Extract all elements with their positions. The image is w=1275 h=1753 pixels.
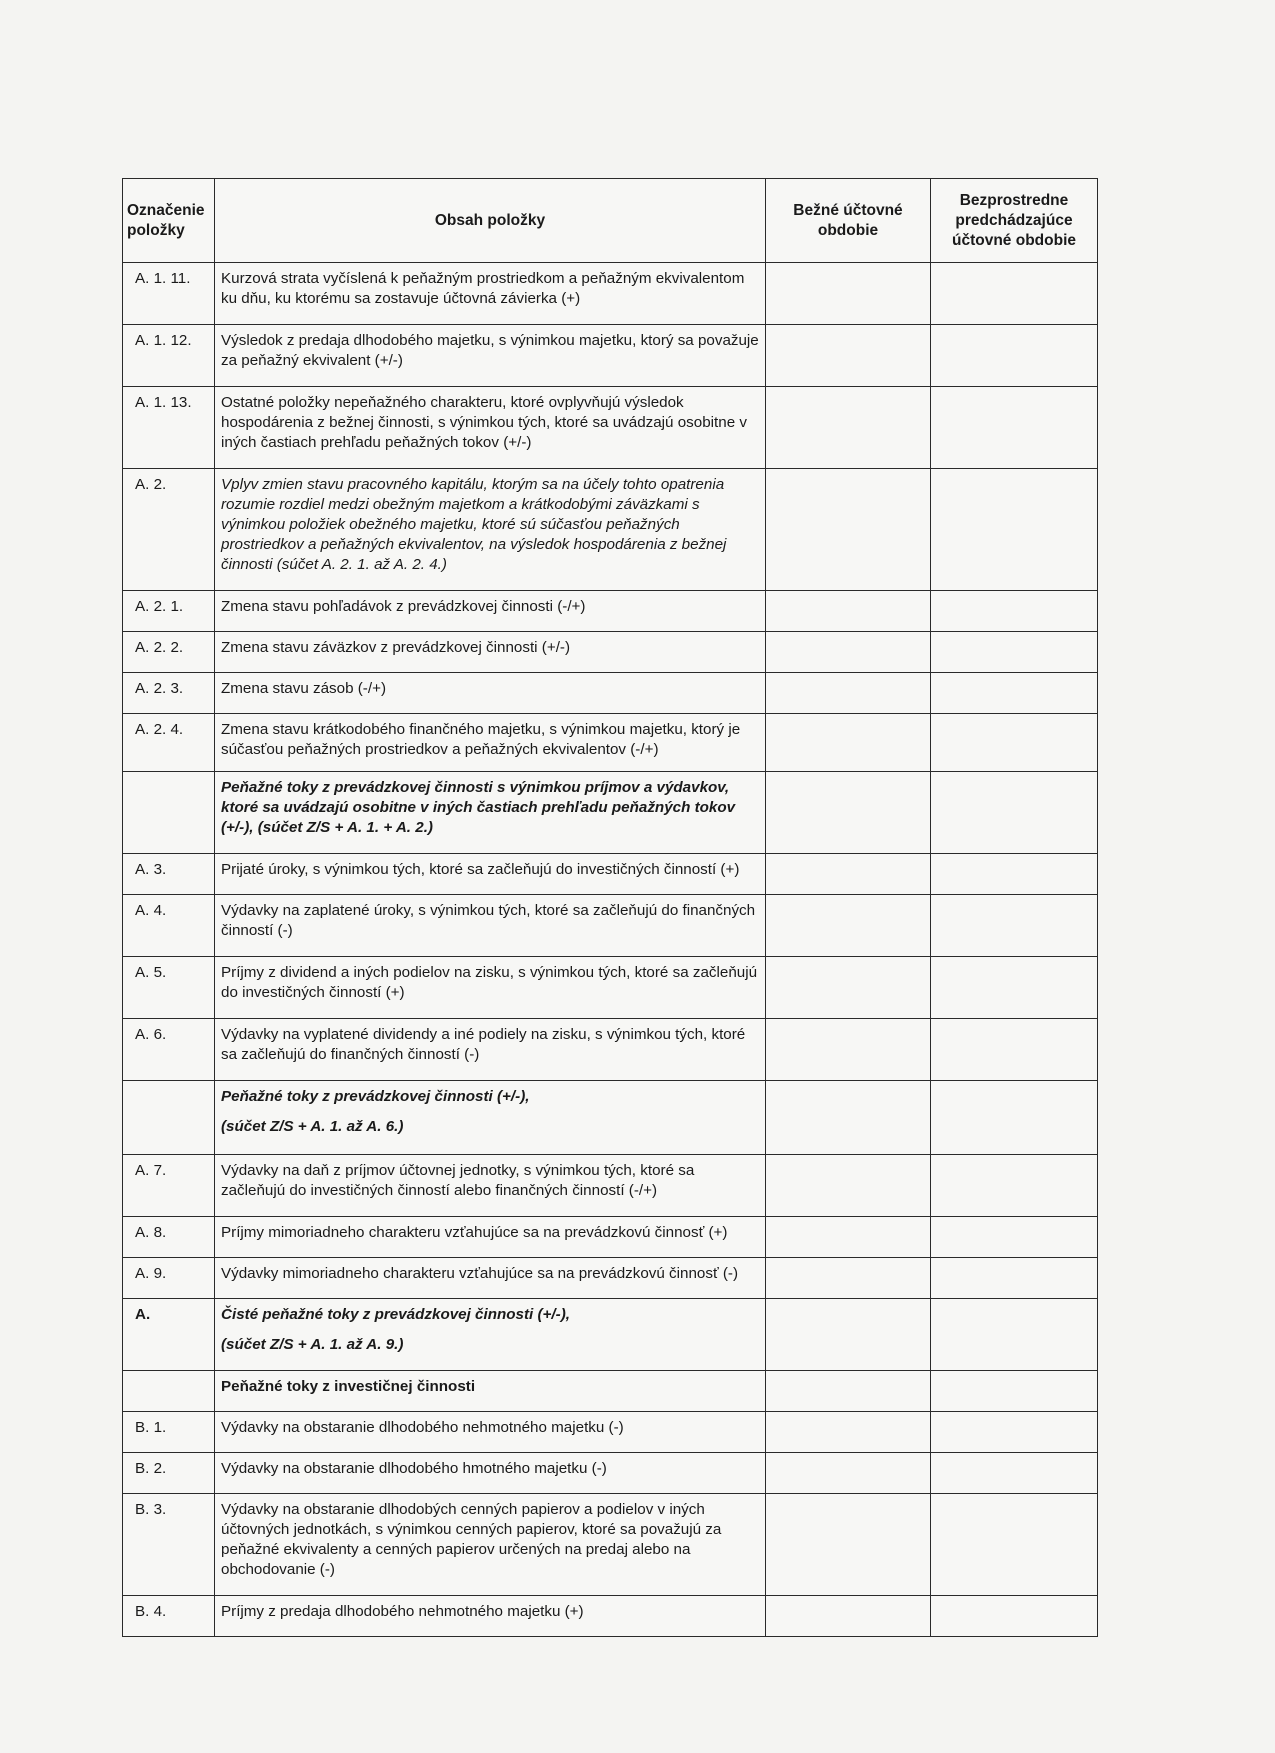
cell-current	[766, 714, 931, 772]
cell-current	[766, 895, 931, 957]
table-row	[123, 1081, 1098, 1155]
row-text	[215, 1299, 766, 1371]
cell-previous	[931, 263, 1098, 325]
row-code: B. 4.	[123, 1596, 215, 1637]
row-text: Výsledok z predaja dlhodobého majetku, s výnimkou majetku, ktorý sa považuje za peňažný ekvivalent (+/-)	[215, 325, 766, 387]
cell-previous	[931, 1155, 1098, 1217]
cell-current	[766, 1412, 931, 1453]
table-row	[123, 1217, 1098, 1258]
row-code	[123, 1371, 215, 1412]
table-row	[123, 957, 1098, 1019]
table-row	[123, 1596, 1098, 1637]
cell-current	[766, 1217, 931, 1258]
row-text: Zmena stavu pohľadávok z prevádzkovej činnosti (-/+)	[215, 591, 766, 632]
cell-current	[766, 1371, 931, 1412]
cell-current	[766, 1299, 931, 1371]
table-row	[123, 1453, 1098, 1494]
row-text: Výdavky na obstaranie dlhodobých cenných papierov a podielov v iných účtovných jednotkách, s výnimkou cenných papierov, ktoré sa považujú za peňažné ekvivalenty a cenných papierov určených na predaj alebo na obchodovanie (-)	[215, 1494, 766, 1596]
cell-current	[766, 325, 931, 387]
table-row	[123, 772, 1098, 854]
row-text: Zmena stavu zásob (-/+)	[215, 673, 766, 714]
table-row	[123, 1371, 1098, 1412]
header-previous-period: Bezprostredne predchádzajúce účtovné obdobie	[931, 179, 1098, 263]
row-code: A. 5.	[123, 957, 215, 1019]
row-code: A. 7.	[123, 1155, 215, 1217]
row-text-line: (súčet Z/S + A. 1. až A. 6.)	[221, 1118, 404, 1135]
table-row	[123, 1019, 1098, 1081]
cell-previous	[931, 714, 1098, 772]
row-code: B. 2.	[123, 1453, 215, 1494]
row-code: A. 1. 12.	[123, 325, 215, 387]
table-row	[123, 632, 1098, 673]
table-row	[123, 325, 1098, 387]
cell-current	[766, 469, 931, 591]
cell-current	[766, 1019, 931, 1081]
table-row	[123, 673, 1098, 714]
row-text: Výdavky na vyplatené dividendy a iné podiely na zisku, s výnimkou tých, ktoré sa začleňujú do finančných činností (-)	[215, 1019, 766, 1081]
cell-current	[766, 957, 931, 1019]
cell-previous	[931, 1371, 1098, 1412]
row-text: Príjmy z dividend a iných podielov na zisku, s výnimkou tých, ktoré sa začleňujú do investičných činností (+)	[215, 957, 766, 1019]
row-code	[123, 1081, 215, 1155]
cell-previous	[931, 1217, 1098, 1258]
row-text: Zmena stavu krátkodobého finančného majetku, s výnimkou majetku, ktorý je súčasťou peňažných prostriedkov a peňažných ekvivalentov (-/+)	[215, 714, 766, 772]
table-row	[123, 1299, 1098, 1371]
row-code: B. 1.	[123, 1412, 215, 1453]
cell-previous	[931, 673, 1098, 714]
table-row	[123, 591, 1098, 632]
cash-flow-table	[122, 178, 1098, 1637]
row-text: Výdavky na daň z príjmov účtovnej jednotky, s výnimkou tých, ktoré sa začleňujú do investičných činností alebo finančných činností (-/+)	[215, 1155, 766, 1217]
row-text: Príjmy mimoriadneho charakteru vzťahujúce sa na prevádzkovú činnosť (+)	[215, 1217, 766, 1258]
cell-previous	[931, 1019, 1098, 1081]
row-text: Výdavky na zaplatené úroky, s výnimkou tých, ktoré sa začleňujú do finančných činností (-)	[215, 895, 766, 957]
table-row	[123, 387, 1098, 469]
cell-previous	[931, 854, 1098, 895]
row-code: B. 3.	[123, 1494, 215, 1596]
row-code	[123, 772, 215, 854]
row-code: A. 4.	[123, 895, 215, 957]
header-current-period: Bežné účtovné obdobie	[766, 179, 931, 263]
row-text-line: Čisté peňažné toky z prevádzkovej činnosti (+/-),	[221, 1306, 570, 1323]
row-text: Prijaté úroky, s výnimkou tých, ktoré sa začleňujú do investičných činností (+)	[215, 854, 766, 895]
cell-current	[766, 591, 931, 632]
header-code: Označenie položky	[123, 179, 215, 263]
cell-previous	[931, 895, 1098, 957]
row-text: Príjmy z predaja dlhodobého nehmotného majetku (+)	[215, 1596, 766, 1637]
cell-previous	[931, 772, 1098, 854]
table-row	[123, 854, 1098, 895]
row-text: Peňažné toky z prevádzkovej činnosti s výnimkou príjmov a výdavkov, ktoré sa uvádzajú osobitne v iných častiach prehľadu peňažných tokov (+/-), (súčet Z/S + A. 1. + A. 2.)	[215, 772, 766, 854]
cell-current	[766, 1494, 931, 1596]
row-code: A. 2. 1.	[123, 591, 215, 632]
row-code: A. 3.	[123, 854, 215, 895]
row-text-line: Peňažné toky z prevádzkovej činnosti (+/-),	[221, 1088, 530, 1105]
cell-current	[766, 854, 931, 895]
cell-previous	[931, 1258, 1098, 1299]
row-code: A. 2. 2.	[123, 632, 215, 673]
row-text	[215, 1081, 766, 1155]
cell-previous	[931, 632, 1098, 673]
table-row	[123, 1155, 1098, 1217]
cell-current	[766, 772, 931, 854]
row-text: Vplyv zmien stavu pracovného kapitálu, ktorým sa na účely tohto opatrenia rozumie rozdiel medzi obežným majetkom a krátkodobými záväzkami s výnimkou položiek obežného majetku, ktoré sú súčasťou peňažných prostriedkov a peňažných ekvivalentov, na výsledok hospodárenia z bežnej činnosti (súčet A. 2. 1. až A. 2. 4.)	[215, 469, 766, 591]
row-text: Kurzová strata vyčíslená k peňažným prostriedkom a peňažným ekvivalentom ku dňu, ku ktorému sa zostavuje účtovná závierka (+)	[215, 263, 766, 325]
cell-current	[766, 673, 931, 714]
cell-current	[766, 387, 931, 469]
row-code: A. 1. 13.	[123, 387, 215, 469]
row-text-line: (súčet Z/S + A. 1. až A. 9.)	[221, 1336, 404, 1353]
row-code: A. 2. 3.	[123, 673, 215, 714]
table-row	[123, 895, 1098, 957]
cell-previous	[931, 1453, 1098, 1494]
cell-previous	[931, 1299, 1098, 1371]
header-content: Obsah položky	[215, 179, 766, 263]
row-text: Zmena stavu záväzkov z prevádzkovej činnosti (+/-)	[215, 632, 766, 673]
row-text: Ostatné položky nepeňažného charakteru, ktoré ovplyvňujú výsledok hospodárenia z bežnej činnosti, s výnimkou tých, ktoré sa uvádzajú osobitne v iných častiach prehľadu peňažných tokov (+/-)	[215, 387, 766, 469]
cell-current	[766, 1155, 931, 1217]
cell-current	[766, 1453, 931, 1494]
row-code: A. 9.	[123, 1258, 215, 1299]
cell-current	[766, 1596, 931, 1637]
row-code: A. 2. 4.	[123, 714, 215, 772]
row-text: Výdavky na obstaranie dlhodobého hmotného majetku (-)	[215, 1453, 766, 1494]
cell-previous	[931, 957, 1098, 1019]
cell-previous	[931, 591, 1098, 632]
cell-current	[766, 632, 931, 673]
cell-previous	[931, 1596, 1098, 1637]
table-row	[123, 263, 1098, 325]
cell-previous	[931, 1412, 1098, 1453]
cell-previous	[931, 1081, 1098, 1155]
cell-previous	[931, 387, 1098, 469]
cell-previous	[931, 1494, 1098, 1596]
row-code: A.	[123, 1299, 215, 1371]
row-text: Peňažné toky z investičnej činnosti	[215, 1371, 766, 1412]
row-text: Výdavky mimoriadneho charakteru vzťahujúce sa na prevádzkovú činnosť (-)	[215, 1258, 766, 1299]
table-row	[123, 1258, 1098, 1299]
row-code: A. 8.	[123, 1217, 215, 1258]
row-text: Výdavky na obstaranie dlhodobého nehmotného majetku (-)	[215, 1412, 766, 1453]
row-code: A. 6.	[123, 1019, 215, 1081]
table-row	[123, 714, 1098, 772]
cell-current	[766, 263, 931, 325]
cell-current	[766, 1081, 931, 1155]
cell-current	[766, 1258, 931, 1299]
table-header-row	[123, 179, 1098, 263]
table-row	[123, 1412, 1098, 1453]
cell-previous	[931, 469, 1098, 591]
table-row	[123, 1494, 1098, 1596]
row-code: A. 1. 11.	[123, 263, 215, 325]
cell-previous	[931, 325, 1098, 387]
table-row	[123, 469, 1098, 591]
row-code: A. 2.	[123, 469, 215, 591]
